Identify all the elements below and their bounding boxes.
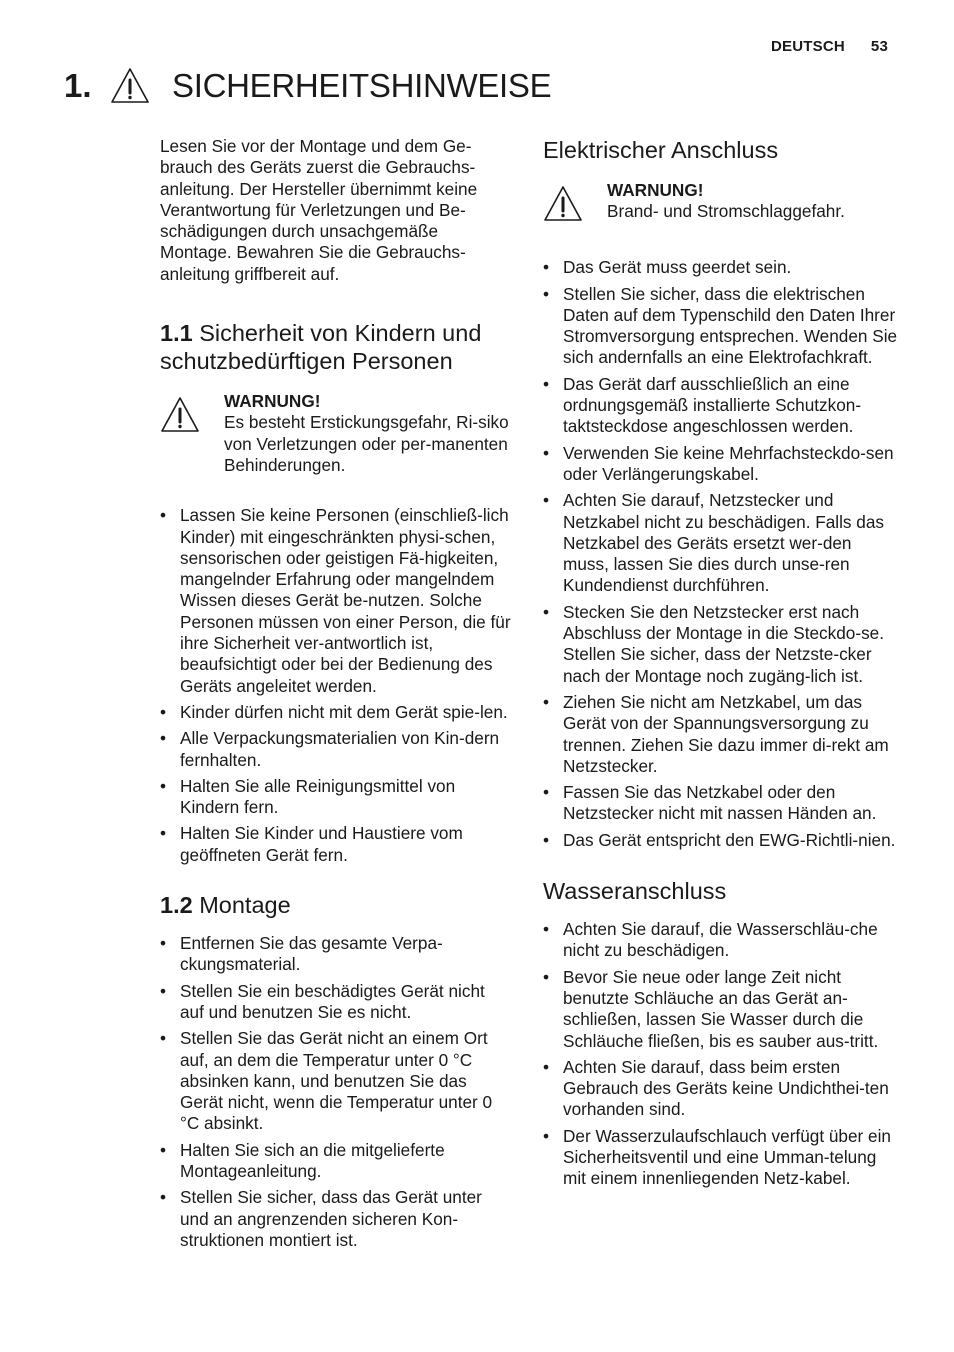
section-1-1-title: Sicherheit von Kindern und schutzbedürftigen Personen — [160, 320, 482, 375]
list-item: • Das Gerät muss geerdet sein. — [543, 257, 899, 278]
warning-text: Es besteht Erstickungsgefahr, Ri-siko von Verletzungen oder per-manenten Behinderungen. — [224, 412, 509, 475]
water-list — [543, 919, 899, 1190]
list-item: • Stecken Sie den Netzstecker erst nach Abschluss der Montage in die Steckdo-se. Stellen Sie sicher, dass der Netzste-cker nach der Montage noch zugäng-lich ist. — [543, 602, 899, 687]
electrical-heading: Elektrischer Anschluss — [543, 137, 779, 163]
water-heading: Wasseranschluss — [543, 878, 727, 905]
list-item: • Kinder dürfen nicht mit dem Gerät spie-len. — [160, 702, 512, 723]
left-column — [160, 136, 512, 1256]
chapter-number: 1. — [64, 67, 92, 104]
list-item: • Der Wasserzulaufschlauch verfügt über ein Sicherheitsventil und eine Umman-telung mit einem innenliegenden Netz-kabel. — [543, 1126, 899, 1190]
list-item: • Achten Sie darauf, Netzstecker und Netzkabel nicht zu beschädigen. Falls das Netzkabel des Geräts ersetzt wer-den muss, lassen Sie dies durch unse-ren Kundendienst durchführen. — [543, 490, 899, 596]
children-safety-list — [160, 505, 512, 866]
list-item: • Achten Sie darauf, dass beim ersten Gebrauch des Geräts keine Undichthei-ten vorhanden sind. — [543, 1057, 899, 1121]
warning-box-electrical — [543, 180, 899, 229]
page-header — [771, 38, 888, 55]
list-item: • Verwenden Sie keine Mehrfachsteckdo-sen oder Verlängerungskabel. — [543, 443, 899, 486]
list-item: • Lassen Sie keine Personen (einschließ-lich Kinder) mit eingeschränkten physi-schen, sensorischen oder geistigen Fä-higkeiten, mangelnder Erfahrung oder mangelndem Wissen dieses Gerät be-nutzen. Solche Personen müssen von einer Person, die für ihre Sicherheit ver-antwortlich ist, beaufsichtigt oder bei der Bedienung des Geräts angeleitet werden. — [160, 505, 512, 697]
warning-triangle-icon — [543, 184, 583, 224]
list-item: • Alle Verpackungsmaterialien von Kin-dern fernhalten. — [160, 728, 512, 771]
list-item: • Stellen Sie das Gerät nicht an einem Ort auf, an dem die Temperatur unter 0 °C absinken kann, und benutzen Sie das Gerät nicht, wenn die Temperatur unter 0 °C absinkt. — [160, 1028, 512, 1134]
list-item: • Halten Sie sich an die mitgelieferte Montageanleitung. — [160, 1140, 512, 1183]
section-1-2-number: 1.2 — [160, 892, 193, 919]
list-item: • Das Gerät entspricht den EWG-Richtli-nien. — [543, 830, 899, 851]
page-number: 53 — [870, 38, 888, 55]
section-1-1-heading — [160, 319, 512, 375]
section-1-1-number: 1.1 — [160, 320, 193, 347]
list-item: • Achten Sie darauf, die Wasserschläu-che nicht zu beschädigen. — [543, 919, 899, 962]
installation-list — [160, 933, 512, 1251]
list-item: • Das Gerät darf ausschließlich an eine ordnungsgemäß installierte Schutzkon-taktsteckdose angeschlossen werden. — [543, 374, 899, 438]
list-item: • Entfernen Sie das gesamte Verpa-ckungsmaterial. — [160, 933, 512, 976]
list-item: • Ziehen Sie nicht am Netzkabel, um das Gerät von der Spannungsversorgung zu trennen. Ziehen Sie dazu immer di-rekt am Netzstecker. — [543, 692, 899, 777]
warning-triangle-icon — [110, 66, 150, 106]
list-item: • Stellen Sie sicher, dass das Gerät unter und an angrenzenden sicheren Kon-struktionen montiert ist. — [160, 1187, 512, 1251]
list-item: • Bevor Sie neue oder lange Zeit nicht benutzte Schläuche an das Gerät an-schließen, lassen Sie Wasser durch die Schläuche fließen, bis es sauber aus-tritt. — [543, 967, 899, 1052]
warning-triangle-icon — [160, 395, 200, 435]
language-label: DEUTSCH — [771, 38, 845, 55]
intro-paragraph: Lesen Sie vor der Montage und dem Ge-brauch des Geräts zuerst die Gebrauchs-anleitung. Der Hersteller übernimmt keine Verantwortung für Verletzungen und Be-schädigungen durch unsachgemäße Montage. Bewahren Sie die Gebrauchs-anleitung griffbereit auf. — [160, 136, 478, 284]
warning-box-children — [160, 391, 512, 476]
chapter-title: SICHERHEITSHINWEISE — [172, 67, 552, 104]
warning-label: WARNUNG! — [607, 180, 704, 200]
list-item: • Stellen Sie ein beschädigtes Gerät nicht auf und benutzen Sie es nicht. — [160, 981, 512, 1024]
section-1-2-heading — [160, 891, 512, 919]
warning-text: Brand- und Stromschlaggefahr. — [607, 201, 845, 222]
right-column — [543, 136, 899, 1195]
list-item: • Fassen Sie das Netzkabel oder den Netzstecker nicht mit nassen Händen an. — [543, 782, 899, 825]
electrical-list — [543, 257, 899, 851]
chapter-heading — [64, 66, 551, 106]
list-item: • Halten Sie Kinder und Haustiere vom geöffneten Gerät fern. — [160, 823, 512, 866]
list-item: • Halten Sie alle Reinigungsmittel von Kindern fern. — [160, 776, 512, 819]
warning-label: WARNUNG! — [224, 391, 321, 412]
list-item: • Stellen Sie sicher, dass die elektrischen Daten auf dem Typenschild den Daten Ihrer Stromversorgung entsprechen. Wenden Sie sich andernfalls an eine Elektrofachkraft. — [543, 284, 899, 369]
section-1-2-title: Montage — [199, 892, 291, 919]
